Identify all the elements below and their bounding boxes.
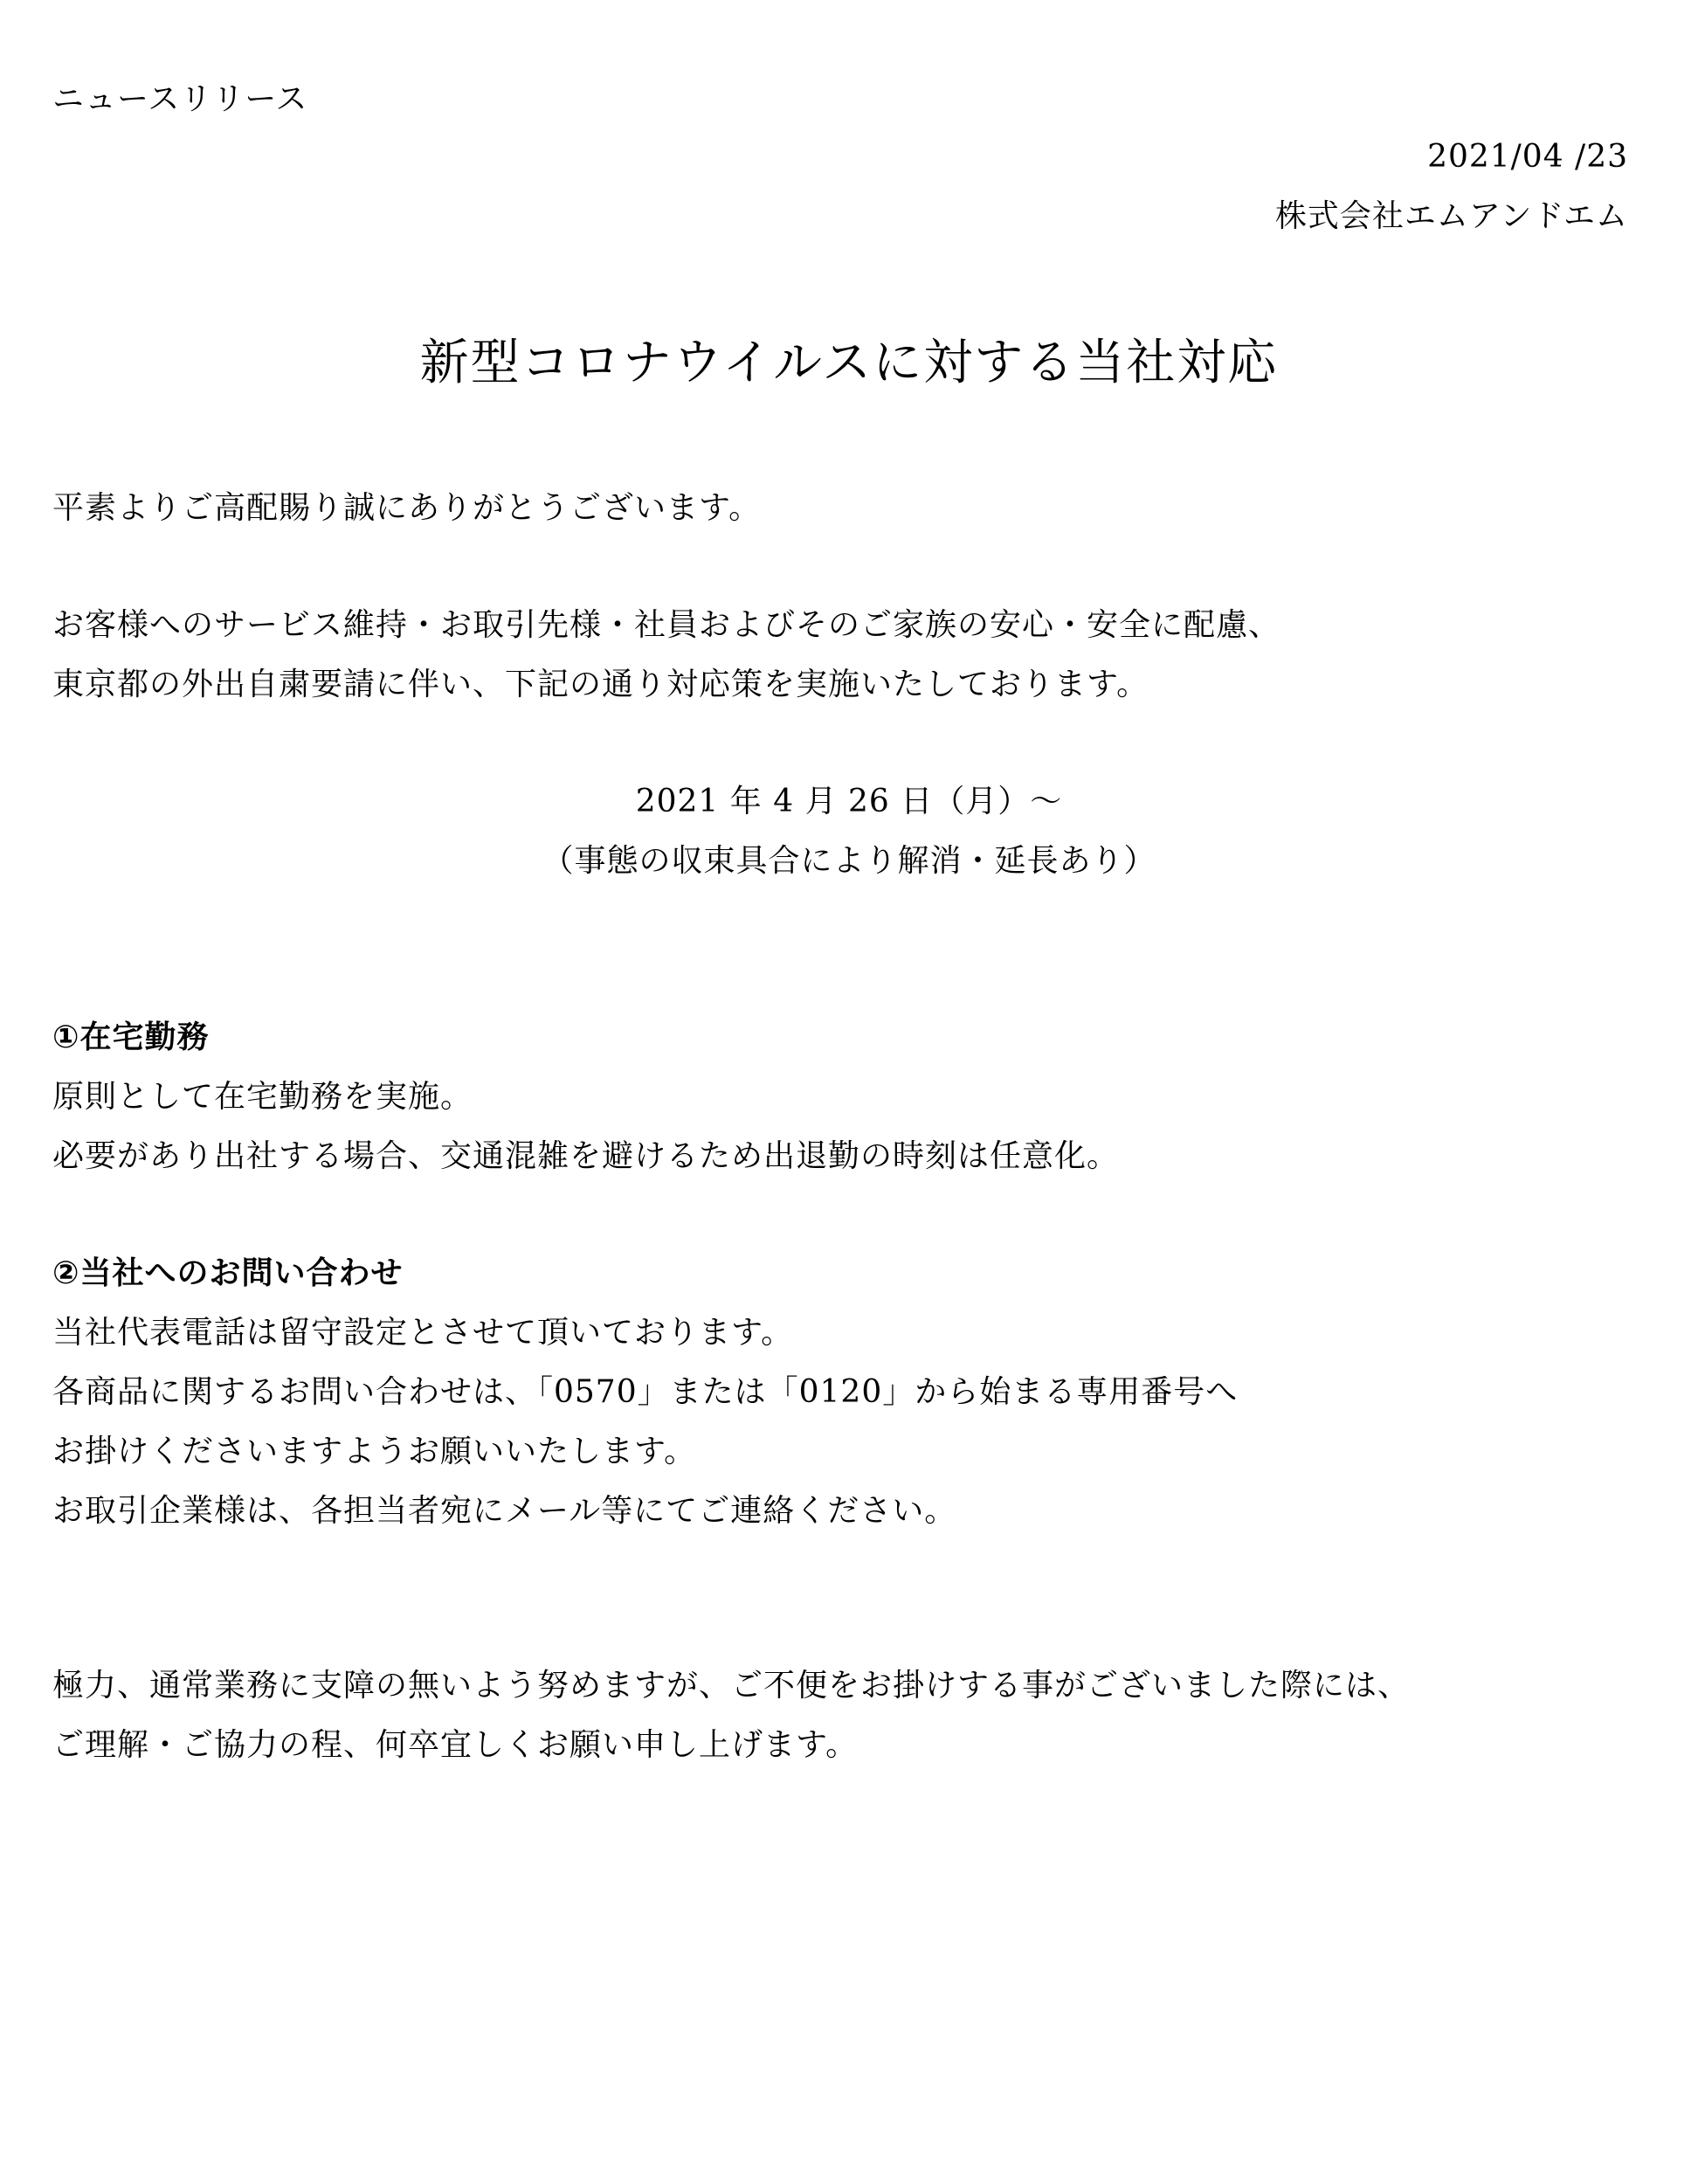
- release-date: 2021/04 /23: [1427, 139, 1628, 175]
- period-date: 2021 年 4 月 26 日（月）～: [635, 784, 1063, 819]
- section-2-line-1: 当社代表電話は留守設定とさせて頂いております。: [52, 1315, 794, 1351]
- closing-line-1: 極力、通常業務に支障の無いよう努めますが、ご不便をお掛けする事がございました際には、: [52, 1668, 1411, 1704]
- release-label: ニュースリリース: [52, 81, 308, 117]
- intro-line-1: お客様へのサービス維持・お取引先様・社員およびそのご家族の安心・安全に配慮、: [52, 607, 1281, 643]
- section-2-line-3: お掛けくださいますようお願いいたします。: [52, 1434, 697, 1469]
- section-heading-remote-work: ①在宅勤務: [52, 1019, 210, 1055]
- closing-line-2: ご理解・ご協力の程、何卒宜しくお願い申し上げます。: [52, 1727, 859, 1763]
- greeting-text: 平素よりご高配賜り誠にありがとうございます。: [52, 490, 762, 526]
- company-name: 株式会社エムアンドエム: [1274, 198, 1628, 234]
- period-note: （事態の収束具合により解消・延長あり）: [542, 843, 1156, 879]
- section-1-line-1: 原則として在宅勤務を実施。: [52, 1079, 473, 1115]
- section-2-line-4: お取引企業様は、各担当者宛にメール等にてご連絡ください。: [52, 1493, 957, 1529]
- intro-line-2: 東京都の外出自粛要請に伴い、下記の通り対応策を実施いたしております。: [52, 667, 1149, 702]
- section-1-line-2: 必要があり出社する場合、交通混雑を避けるため出退勤の時刻は任意化。: [52, 1138, 1120, 1174]
- section-2-line-2: 各商品に関するお問い合わせは、「0570」または「0120」から始まる専用番号へ: [52, 1374, 1239, 1410]
- section-heading-inquiries: ②当社へのお問い合わせ: [52, 1255, 404, 1291]
- document-title: 新型コロナウイルスに対する当社対応: [419, 335, 1279, 391]
